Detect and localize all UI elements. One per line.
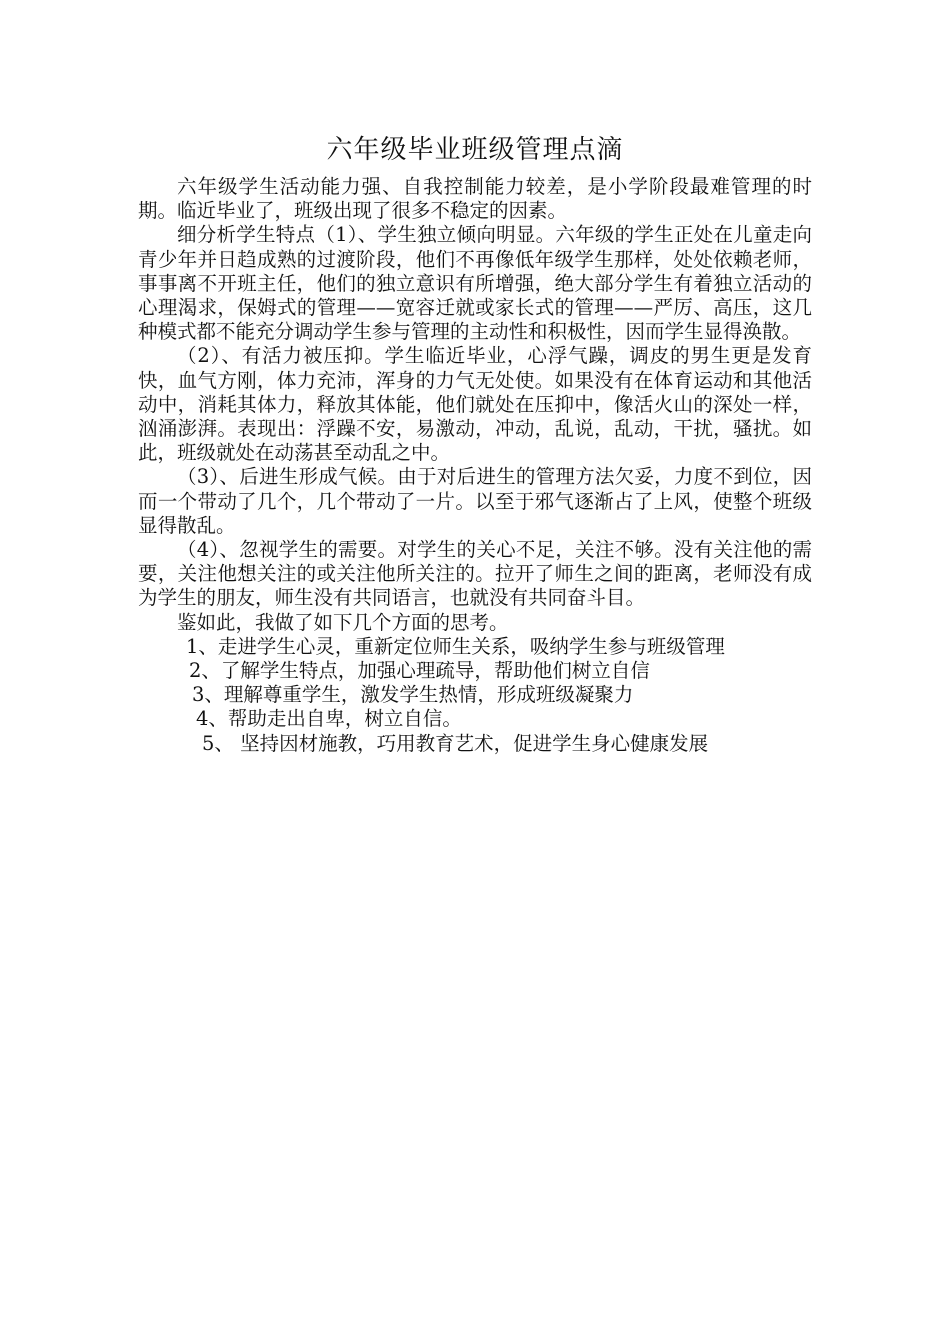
- list-item: 4、帮助走出自卑，树立自信。: [196, 707, 462, 731]
- list-item: 5、 坚持因材施教，巧用教育艺术，促进学生身心健康发展: [202, 731, 709, 755]
- list-item: 3、理解尊重学生，激发学生热情，形成班级凝聚力: [192, 683, 634, 707]
- paragraph-conclusion: 鉴如此，我做了如下几个方面的思考。: [177, 610, 509, 634]
- paragraph-trait-4: （4）、忽视学生的需要。对学生的关心不足，关注不够。没有关注他的需要，关注他想关注的或关注他所关注的。拉开了师生之间的距离，老师没有成为学生的朋友，师生没有共同语言，也就没有共同奋斗目。: [138, 538, 812, 610]
- document-body: [138, 175, 812, 756]
- paragraph-intro: 六年级学生活动能力强、自我控制能力较差，是小学阶段最难管理的时期。临近毕业了，班级出现了很多不稳定的因素。: [138, 175, 812, 223]
- document-title: 六年级毕业班级管理点滴: [326, 135, 624, 165]
- list-item: 2、了解学生特点，加强心理疏导，帮助他们树立自信: [189, 659, 650, 683]
- paragraph-trait-3: （3）、后进生形成气候。由于对后进生的管理方法欠妥，力度不到位，因而一个带动了几个，几个带动了一片。以至于邪气逐渐占了上风，使整个班级显得散乱。: [138, 465, 812, 537]
- list-item: 1、走进学生心灵，重新定位师生关系，吸纳学生参与班级管理: [186, 634, 725, 658]
- paragraph-trait-1: 细分析学生特点（1）、学生独立倾向明显。六年级的学生正处在儿童走向青少年并日趋成熟的过渡阶段，他们不再像低年级学生那样，处处依赖老师，事事离不开班主任，他们的独立意识有所增强，绝大部分学生有着独立活动的心理渴求，保姆式的管理——宽容迁就或家长式的管理——严厉、高压，这几种模式都不能充分调动学生参与管理的主动性和积极性，因而学生显得涣散。: [138, 223, 812, 344]
- paragraph-trait-2: （2）、有活力被压抑。学生临近毕业，心浮气躁，调皮的男生更是发育快，血气方刚，体力充沛，浑身的力气无处使。如果没有在体育运动和其他活动中，消耗其体力，释放其体能，他们就处在压抑中，像活火山的深处一样，汹涌澎湃。表现出：浮躁不安，易激动，冲动，乱说，乱动，干扰，骚扰。如此，班级就处在动荡甚至动乱之中。: [138, 344, 812, 465]
